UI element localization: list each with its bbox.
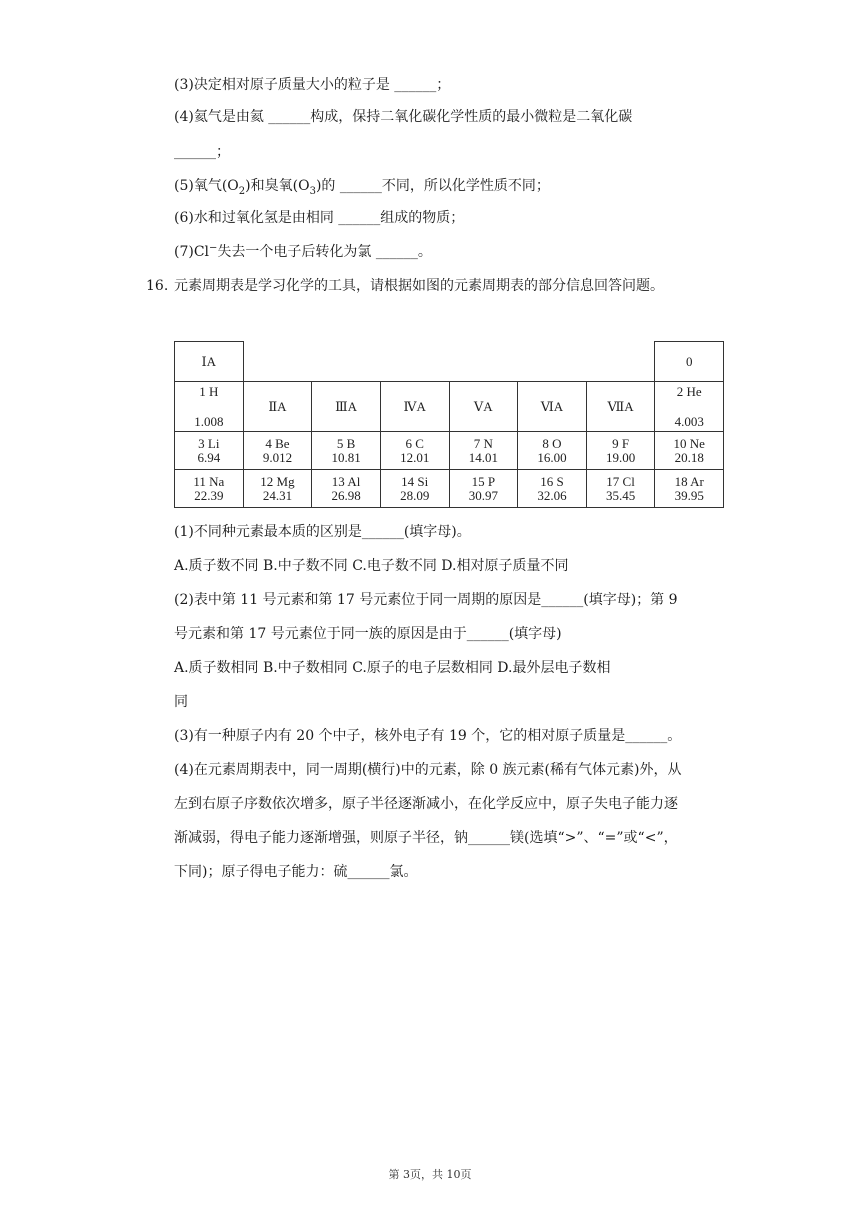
question-number-16: 16. (146, 278, 169, 294)
group-iia-header: ⅡA (243, 382, 312, 432)
group-via-header: ⅥA (518, 382, 587, 432)
periodic-table (174, 341, 724, 508)
question-16-stem: 元素周期表是学习化学的工具，请根据如图的元素周期表的部分信息回答问题。 (174, 278, 664, 294)
question-7-line: (7)Cl−失去一个电子后转化为氯 ______。 (174, 242, 432, 260)
group-0-header: 0 (655, 342, 724, 382)
element-n: 7 N 14.01 (449, 432, 518, 470)
element-be: 4 Be 9.012 (243, 432, 312, 470)
group-viia-header: ⅦA (586, 382, 655, 432)
element-b: 5 B 10.81 (312, 432, 381, 470)
q16-part3: (3)有一种原子内有 20 个中子，核外电子有 19 个，它的相对原子质量是______。 (174, 728, 682, 744)
element-f: 9 F 19.00 (586, 432, 655, 470)
element-c: 6 C 12.01 (380, 432, 449, 470)
question-4-line: (4)氦气是由氦 ______构成，保持二氧化碳化学性质的最小微粒是二氧化碳 (174, 109, 633, 125)
group-va-header: ⅤA (449, 382, 518, 432)
page-footer: 第 3页，共 10页 (388, 1168, 472, 1181)
question-6-line: (6)水和过氧化氢是由相同 ______组成的物质； (174, 210, 465, 226)
element-o: 8 O 16.00 (518, 432, 587, 470)
group-iva-header: ⅣA (380, 382, 449, 432)
question-4-line-cont: ______； (174, 144, 230, 160)
q16-part4-line4: 下同)；原子得电子能力：硫______氯。 (174, 864, 418, 880)
question-5-line: (5)氧气$(O_2)$和臭氧$(O_3)$的 ______不同，所以化学性质不同； (174, 178, 550, 197)
element-s: 16 S 32.06 (518, 470, 587, 508)
group-iiia-header: ⅢA (312, 382, 381, 432)
element-cl: 17 Cl 35.45 (586, 470, 655, 508)
element-si: 14 Si 28.09 (380, 470, 449, 508)
element-al: 13 Al 26.98 (312, 470, 381, 508)
q16-part2-line2: 号元素和第 17 号元素位于同一族的原因是由于______(填字母) (174, 626, 562, 642)
q16-part4-line1: (4)在元素周期表中，同一周期(横行)中的元素，除 0 族元素(稀有气体元素)外，从 (174, 762, 682, 778)
q16-part2-options-line2: 同 (174, 694, 188, 710)
q16-part1: (1)不同种元素最本质的区别是______(填字母)。 (174, 524, 471, 540)
q16-part1-options: A.质子数不同 B.中子数不同 C.电子数不同 D.相对原子质量不同 (174, 558, 569, 574)
group-ia-header: ⅠA (175, 342, 244, 382)
element-na: 11 Na 22.39 (175, 470, 244, 508)
element-h: 1 H 1.008 (175, 382, 244, 432)
element-mg: 12 Mg 24.31 (243, 470, 312, 508)
element-ne: 10 Ne 20.18 (655, 432, 724, 470)
q16-part4-line2: 左到右原子序数依次增多，原子半径逐渐减小，在化学反应中，原子失电子能力逐 (174, 796, 678, 812)
q16-part4-line3: 渐减弱，得电子能力逐渐增强，则原子半径，钠______镁(选填“>”、“=”或“<”， (174, 830, 678, 846)
element-ar: 18 Ar 39.95 (655, 470, 724, 508)
element-li: 3 Li 6.94 (175, 432, 244, 470)
element-p: 15 P 30.97 (449, 470, 518, 508)
question-3-line: (3)决定相对原子质量大小的粒子是 ______； (174, 77, 451, 93)
element-he: 2 He 4.003 (655, 382, 724, 432)
q16-part2-line1: (2)表中第 11 号元素和第 17 号元素位于同一周期的原因是______(填字母)；第 9 (174, 592, 678, 608)
empty-header-area (243, 342, 655, 382)
q16-part2-options-line1: A.质子数相同 B.中子数相同 C.原子的电子层数相同 D.最外层电子数相 (174, 660, 611, 676)
